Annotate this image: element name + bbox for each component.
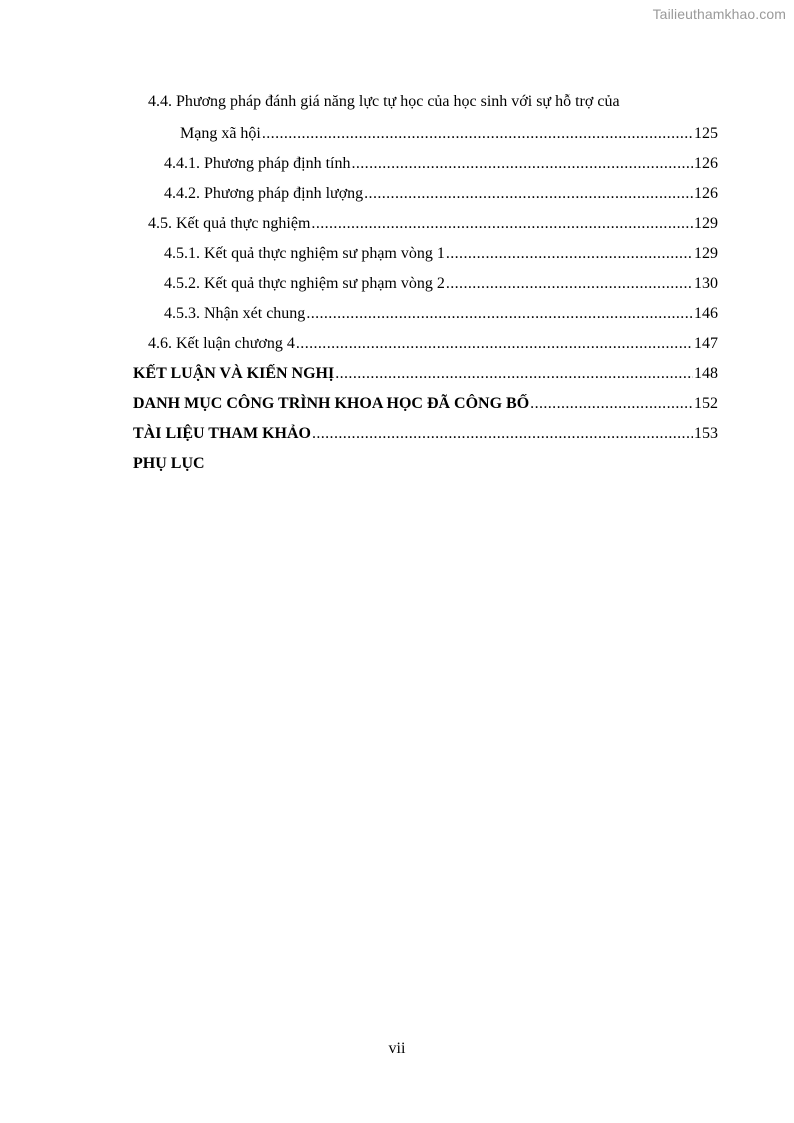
leader-dots <box>312 424 693 444</box>
toc-entry-page: 148 <box>694 365 718 382</box>
toc-entry-page: 152 <box>694 395 718 412</box>
toc-entry-ket-luan[interactable] <box>133 364 718 384</box>
leader-dots <box>262 124 693 144</box>
toc-entry-page: 129 <box>694 245 718 262</box>
toc-entry-page: 147 <box>694 335 718 352</box>
toc-entry-4-4[interactable] <box>180 124 718 144</box>
toc-entry-page: 126 <box>694 155 718 172</box>
toc-entry-label: TÀI LIỆU THAM KHẢO <box>133 425 311 442</box>
toc-entry-label: 4.5.2. Kết quả thực nghiệm sư phạm vòng 2 <box>164 275 445 292</box>
toc-entry-4-4-1[interactable] <box>164 154 718 174</box>
toc-entry-label: Mạng xã hội <box>180 125 261 142</box>
toc-entry-4-4-2[interactable] <box>164 184 718 204</box>
leader-dots <box>364 184 693 204</box>
toc-entry-label: KẾT LUẬN VÀ KIẾN NGHỊ <box>133 365 335 382</box>
leader-dots <box>446 274 693 294</box>
watermark: Tailieuthamkhao.com <box>652 6 786 22</box>
toc-entry-phu-luc[interactable]: PHỤ LỤC <box>133 455 205 472</box>
toc-entry-4-5-2[interactable] <box>164 274 718 294</box>
toc-entry-danh-muc[interactable] <box>133 394 718 414</box>
toc-entry-page: 153 <box>694 425 718 442</box>
toc-entry-page: 126 <box>694 185 718 202</box>
leader-dots <box>351 154 693 174</box>
toc-entry-label: DANH MỤC CÔNG TRÌNH KHOA HỌC ĐÃ CÔNG BỐ <box>133 395 530 412</box>
leader-dots <box>446 244 693 264</box>
toc-entry-label: 4.4.1. Phương pháp định tính <box>164 155 351 172</box>
leader-dots <box>530 394 693 414</box>
toc-entry-label: 4.5. Kết quả thực nghiệm <box>148 215 311 232</box>
toc-entry-tai-lieu[interactable] <box>133 424 718 444</box>
toc-entry-label: 4.5.1. Kết quả thực nghiệm sư phạm vòng 1 <box>164 245 445 262</box>
leader-dots <box>296 334 693 354</box>
toc-entry-4-4-title: 4.4. Phương pháp đánh giá năng lực tự học của học sinh với sự hỗ trợ của <box>148 93 620 110</box>
toc-entry-label: 4.4.2. Phương pháp định lượng <box>164 185 364 202</box>
toc-entry-page: 125 <box>694 125 718 142</box>
toc-entry-label: 4.5.3. Nhận xét chung <box>164 305 306 322</box>
leader-dots <box>335 364 693 384</box>
toc-entry-page: 146 <box>694 305 718 322</box>
toc-entry-page: 129 <box>694 215 718 232</box>
toc-entry-4-6[interactable] <box>148 334 718 354</box>
leader-dots <box>311 214 693 234</box>
page-number: vii <box>388 1040 406 1057</box>
leader-dots <box>306 304 693 324</box>
toc-entry-label: 4.6. Kết luận chương 4 <box>148 335 295 352</box>
toc-entry-4-5-3[interactable] <box>164 304 718 324</box>
toc-entry-page: 130 <box>694 275 718 292</box>
toc-entry-4-5[interactable] <box>148 214 718 234</box>
toc-entry-4-5-1[interactable] <box>164 244 718 264</box>
